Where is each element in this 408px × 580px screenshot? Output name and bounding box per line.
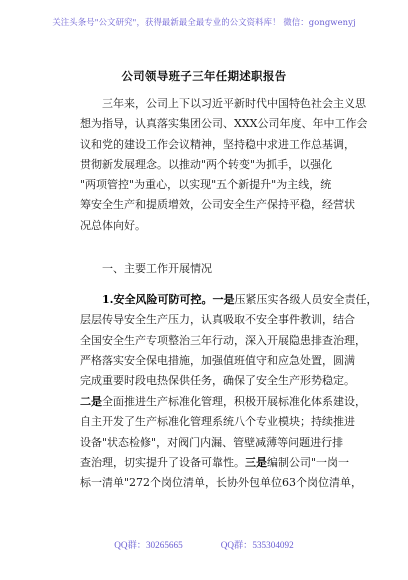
- footer-qq-groups: [0, 537, 408, 551]
- section-heading-block: [80, 259, 356, 279]
- intro-line: 三年来，公司上下以习近平新时代中国特色社会主义思: [102, 97, 366, 110]
- point-1-marker-one: 一是: [212, 293, 235, 306]
- point-2-marker-two: 二是: [80, 395, 102, 408]
- footer-qq-left: QQ群：30265665: [114, 540, 183, 550]
- point-2-line: [80, 453, 356, 473]
- footer-qq-right: QQ群：535304092: [220, 540, 294, 550]
- point-2-line-text: 查治理，切实提升了设备可靠性。: [80, 455, 245, 469]
- point-1-paragraph: [80, 290, 378, 391]
- point-2-paragraph: [80, 392, 366, 493]
- intro-line: 议和党的建设工作会议精神，坚持稳中求进工作总基调，: [80, 137, 355, 151]
- point-2-first-line-text: 全面推进生产标准化管理，积极开展标准化体系建设，: [102, 395, 366, 408]
- intro-line: 贯彻新发展理念。以推动"两个转变"为抓手，以强化: [80, 157, 333, 171]
- point-2-line: 自主开发了生产标准化管理系统八个专业模块；持续推进: [80, 415, 355, 429]
- point-2-marker-three: 三是: [245, 455, 267, 469]
- point-2-line: 标一清单"272个岗位清单，长协外包单位63个岗位清单，: [80, 476, 363, 490]
- point-2-line-text: 编制公司"一岗一: [267, 455, 350, 469]
- intro-line: 想为指导，认真落实集团公司、XXX公司年度、年中工作会: [80, 117, 368, 131]
- point-1-line: 层层传导安全生产压力，认真吸取不安全事件教训，结合: [80, 313, 355, 327]
- document-title: 公司领导班子三年任期述职报告: [121, 69, 287, 83]
- point-1-line: 严格落实安全保电措施，加强值班值守和应急处置，圆满: [80, 353, 355, 367]
- section-heading: 一、主要工作开展情况: [102, 262, 212, 275]
- header-banner: 关注头条号"公文研究"，获得最新最全最专业的公文资料库！ 微信：gongwenyj: [52, 17, 356, 27]
- intro-line: 况总体向好。: [80, 218, 146, 232]
- intro-paragraph: [80, 94, 368, 236]
- intro-line: 筹安全生产和提质增效，公司安全生产保持平稳，经营状: [80, 198, 355, 212]
- point-1-heading: 1.安全风险可防可控。: [102, 293, 213, 306]
- point-2-line: 设备"状态检修"，对阀门内漏、管壁减薄等问题进行排: [80, 435, 344, 449]
- point-1-first-line: [80, 290, 378, 310]
- intro-line: "两项管控"为重心，以实现"五个新提升"为主线，统: [80, 178, 332, 192]
- point-1-first-line-text: 压紧压实各级人员安全责任，: [234, 293, 378, 306]
- point-2-first-line: [80, 392, 366, 412]
- point-1-line: 全国安全生产专项整治三年行动，深入开展隐患排查治理，: [80, 333, 366, 347]
- point-1-line: 完成重要时段电热保供任务，确保了安全生产形势稳定。: [80, 374, 355, 388]
